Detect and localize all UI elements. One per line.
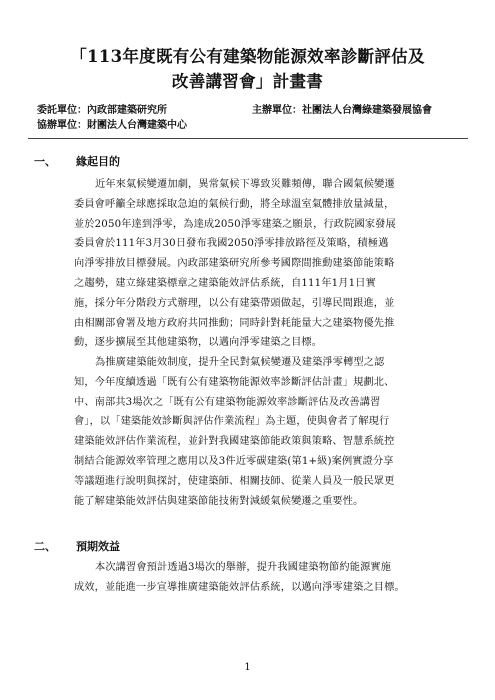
document-title-line-2: 改善講習會」計畫書 bbox=[171, 72, 324, 91]
section-title: 預期效益 bbox=[76, 540, 120, 553]
section-number: 二、 bbox=[34, 540, 56, 553]
co-organizer-value: 財團法人台灣建築中心 bbox=[87, 120, 187, 131]
co-organizer-line bbox=[37, 119, 187, 133]
document-title-line-1: 「113年度既有公有建築物能源效率診斷評估及 bbox=[70, 47, 425, 66]
text-line: 之趨勢，建立綠建築標章之建築能效評估系統，自111年1月1日實 bbox=[74, 277, 376, 289]
page-number: 1 bbox=[244, 662, 251, 673]
text-line: 能了解建築能效評估與建築節能技術對減緩氣候變遷之重要性。 bbox=[74, 495, 364, 507]
text-line: 委員會於111年3月30日發布我國2050淨零排放路徑及策略，積極邁 bbox=[74, 238, 389, 250]
text-line: 成效，並能進一步宣導推廣建築能效評估系統，以邁向淨零建築之目標。 bbox=[74, 581, 405, 593]
text-line: 建築能效評估作業流程，並針對我國建築節能政策與策略、智慧系統控 bbox=[74, 436, 395, 448]
paragraph-expected-benefits bbox=[74, 558, 469, 598]
text-line: 向淨零排放目標發展。內政部建築研究所參考國際間推動建築節能策略 bbox=[74, 258, 395, 270]
text-line: 由相關部會署及地方政府共同推動；同時針對耗能量大之建築物優先推 bbox=[74, 317, 395, 329]
section-heading-2 bbox=[34, 538, 120, 554]
commissioner-label: 委託單位： bbox=[37, 105, 87, 116]
text-line: 並於2050年達到淨零，為達成2050淨零建築之願景，行政院國家發展 bbox=[74, 218, 396, 230]
section-number: 一、 bbox=[34, 155, 56, 168]
co-organizer-label: 協辦單位： bbox=[37, 120, 87, 131]
text-line: 施，採分年分階段方式辦理，以公有建築帶頭做起，引導民間跟進，並 bbox=[74, 297, 395, 309]
text-line: 知，今年度續透過「既有公有建築物能源效率診斷評估計畫」規劃北、 bbox=[74, 376, 395, 388]
text-line: 近年來氣候變遷加劇，異常氣候下導致災難頻傳，聯合國氣候變遷 bbox=[95, 179, 395, 190]
text-line: 委員會呼籲全球應採取急迫的氣候行動，將全球溫室氣體排放量減量， bbox=[74, 198, 395, 210]
commissioner-line bbox=[37, 104, 167, 118]
text-line: 動，逐步擴展至其他建築物，以邁向淨零建築之目標。 bbox=[74, 337, 323, 349]
text-line: 會」，以「建築能效診斷與評估作業流程」為主題，使與會者了解現行 bbox=[74, 416, 390, 428]
organizer-label: 主辦單位： bbox=[252, 105, 302, 116]
organizer-value: 社團法人台灣綠建築發展協會 bbox=[302, 105, 432, 116]
text-line: 等議題進行說明與探討，使建築師、相關技師、從業人員及一般民眾更 bbox=[74, 475, 395, 487]
text-line: 為推廣建築能效制度，提升全民對氣候變遷及建築淨零轉型之認 bbox=[95, 357, 385, 368]
text-line: 中、南部共3場次之「既有公有建築物能源效率診斷評估及改善講習 bbox=[74, 396, 381, 408]
paragraph-promotion bbox=[74, 353, 469, 511]
header-divider bbox=[28, 138, 468, 139]
commissioner-value: 內政部建築研究所 bbox=[87, 105, 167, 116]
section-heading-1 bbox=[34, 153, 120, 169]
section-title: 緣起目的 bbox=[76, 155, 120, 168]
organizer-line bbox=[252, 104, 432, 118]
text-line: 本次講習會預計透過3場次的舉辦，提升我國建築物節約能源實施 bbox=[95, 562, 392, 573]
paragraph-background bbox=[74, 175, 469, 353]
text-line: 制結合能源效率管理之應用以及3件近零碳建築(第1+級)案例實證分享 bbox=[74, 455, 394, 467]
